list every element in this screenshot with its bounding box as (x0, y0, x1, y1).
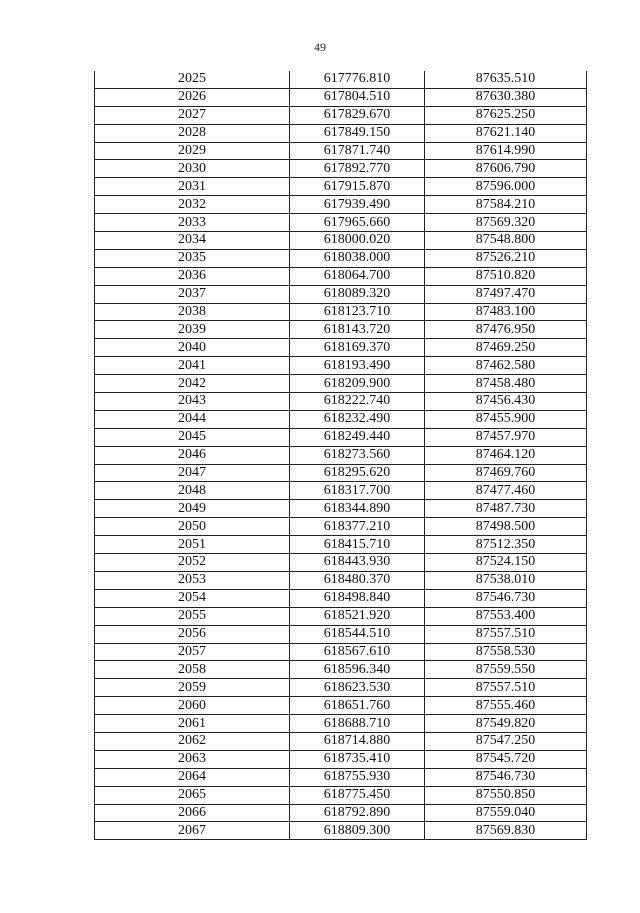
point-number-cell: 2060 (95, 697, 290, 715)
y-coordinate-cell: 87510.820 (425, 267, 587, 285)
y-coordinate-cell: 87547.250 (425, 732, 587, 750)
point-number-cell: 2039 (95, 321, 290, 339)
table-row (95, 160, 587, 178)
table-row (95, 410, 587, 428)
x-coordinate-cell: 617776.810 (290, 71, 425, 88)
point-number-cell: 2048 (95, 482, 290, 500)
table-body (95, 71, 587, 840)
table-row (95, 88, 587, 106)
y-coordinate-cell: 87548.800 (425, 232, 587, 250)
x-coordinate-cell: 618498.840 (290, 589, 425, 607)
point-number-cell: 2057 (95, 643, 290, 661)
table-row (95, 303, 587, 321)
table-row (95, 768, 587, 786)
x-coordinate-cell: 618735.410 (290, 750, 425, 768)
table-row (95, 589, 587, 607)
x-coordinate-cell: 617892.770 (290, 160, 425, 178)
x-coordinate-cell: 618651.760 (290, 697, 425, 715)
y-coordinate-cell: 87469.760 (425, 464, 587, 482)
table-row (95, 625, 587, 643)
x-coordinate-cell: 618273.560 (290, 446, 425, 464)
point-number-cell: 2040 (95, 339, 290, 357)
point-number-cell: 2053 (95, 571, 290, 589)
point-number-cell: 2027 (95, 106, 290, 124)
point-number-cell: 2044 (95, 410, 290, 428)
table-row (95, 786, 587, 804)
table-row (95, 124, 587, 142)
point-number-cell: 2050 (95, 518, 290, 536)
x-coordinate-cell: 617939.490 (290, 196, 425, 214)
point-number-cell: 2046 (95, 446, 290, 464)
point-number-cell: 2045 (95, 428, 290, 446)
point-number-cell: 2066 (95, 804, 290, 822)
point-number-cell: 2055 (95, 607, 290, 625)
y-coordinate-cell: 87549.820 (425, 715, 587, 733)
y-coordinate-cell: 87614.990 (425, 142, 587, 160)
table-row (95, 285, 587, 303)
y-coordinate-cell: 87559.550 (425, 661, 587, 679)
table-row (95, 732, 587, 750)
point-number-cell: 2030 (95, 160, 290, 178)
table-row (95, 71, 587, 88)
y-coordinate-cell: 87469.250 (425, 339, 587, 357)
point-number-cell: 2034 (95, 232, 290, 250)
point-number-cell: 2047 (95, 464, 290, 482)
point-number-cell: 2059 (95, 679, 290, 697)
x-coordinate-cell: 618755.930 (290, 768, 425, 786)
x-coordinate-cell: 618809.300 (290, 822, 425, 840)
table-row (95, 196, 587, 214)
y-coordinate-cell: 87497.470 (425, 285, 587, 303)
x-coordinate-cell: 618295.620 (290, 464, 425, 482)
table-row (95, 428, 587, 446)
x-coordinate-cell: 618792.890 (290, 804, 425, 822)
x-coordinate-cell: 618544.510 (290, 625, 425, 643)
point-number-cell: 2032 (95, 196, 290, 214)
y-coordinate-cell: 87457.970 (425, 428, 587, 446)
point-number-cell: 2063 (95, 750, 290, 768)
y-coordinate-cell: 87559.040 (425, 804, 587, 822)
y-coordinate-cell: 87545.720 (425, 750, 587, 768)
x-coordinate-cell: 618123.710 (290, 303, 425, 321)
x-coordinate-cell: 618089.320 (290, 285, 425, 303)
point-number-cell: 2052 (95, 554, 290, 572)
x-coordinate-cell: 618775.450 (290, 786, 425, 804)
y-coordinate-cell: 87557.510 (425, 625, 587, 643)
x-coordinate-cell: 618567.610 (290, 643, 425, 661)
x-coordinate-cell: 618377.210 (290, 518, 425, 536)
x-coordinate-cell: 618344.890 (290, 500, 425, 518)
point-number-cell: 2028 (95, 124, 290, 142)
point-number-cell: 2058 (95, 661, 290, 679)
point-number-cell: 2037 (95, 285, 290, 303)
y-coordinate-cell: 87569.320 (425, 214, 587, 232)
point-number-cell: 2054 (95, 589, 290, 607)
y-coordinate-cell: 87458.480 (425, 375, 587, 393)
table-row (95, 339, 587, 357)
table-row (95, 232, 587, 250)
y-coordinate-cell: 87555.460 (425, 697, 587, 715)
y-coordinate-cell: 87487.730 (425, 500, 587, 518)
x-coordinate-cell: 618000.020 (290, 232, 425, 250)
table-row (95, 393, 587, 411)
table-row (95, 571, 587, 589)
x-coordinate-cell: 618443.930 (290, 554, 425, 572)
x-coordinate-cell: 618623.530 (290, 679, 425, 697)
x-coordinate-cell: 617915.870 (290, 178, 425, 196)
x-coordinate-cell: 618688.710 (290, 715, 425, 733)
point-number-cell: 2031 (95, 178, 290, 196)
point-number-cell: 2025 (95, 71, 290, 88)
y-coordinate-cell: 87635.510 (425, 71, 587, 88)
coordinate-table (94, 71, 587, 840)
table-row (95, 464, 587, 482)
table-row (95, 607, 587, 625)
point-number-cell: 2043 (95, 393, 290, 411)
x-coordinate-cell: 618193.490 (290, 357, 425, 375)
table-row (95, 554, 587, 572)
point-number-cell: 2042 (95, 375, 290, 393)
point-number-cell: 2067 (95, 822, 290, 840)
point-number-cell: 2036 (95, 267, 290, 285)
x-coordinate-cell: 618249.440 (290, 428, 425, 446)
x-coordinate-cell: 618209.900 (290, 375, 425, 393)
y-coordinate-cell: 87557.510 (425, 679, 587, 697)
x-coordinate-cell: 617849.150 (290, 124, 425, 142)
point-number-cell: 2064 (95, 768, 290, 786)
table-row (95, 750, 587, 768)
y-coordinate-cell: 87477.460 (425, 482, 587, 500)
y-coordinate-cell: 87455.900 (425, 410, 587, 428)
table-row (95, 267, 587, 285)
point-number-cell: 2049 (95, 500, 290, 518)
point-number-cell: 2026 (95, 88, 290, 106)
x-coordinate-cell: 617829.670 (290, 106, 425, 124)
y-coordinate-cell: 87621.140 (425, 124, 587, 142)
y-coordinate-cell: 87546.730 (425, 589, 587, 607)
x-coordinate-cell: 618038.000 (290, 249, 425, 267)
y-coordinate-cell: 87625.250 (425, 106, 587, 124)
y-coordinate-cell: 87630.380 (425, 88, 587, 106)
table-row (95, 482, 587, 500)
y-coordinate-cell: 87524.150 (425, 554, 587, 572)
y-coordinate-cell: 87596.000 (425, 178, 587, 196)
table-row (95, 661, 587, 679)
x-coordinate-cell: 618232.490 (290, 410, 425, 428)
y-coordinate-cell: 87550.850 (425, 786, 587, 804)
x-coordinate-cell: 618596.340 (290, 661, 425, 679)
table-row (95, 697, 587, 715)
table-row (95, 804, 587, 822)
y-coordinate-cell: 87476.950 (425, 321, 587, 339)
page-number: 49 (314, 40, 326, 54)
point-number-cell: 2065 (95, 786, 290, 804)
point-number-cell: 2041 (95, 357, 290, 375)
y-coordinate-cell: 87512.350 (425, 536, 587, 554)
x-coordinate-cell: 618480.370 (290, 571, 425, 589)
y-coordinate-cell: 87569.830 (425, 822, 587, 840)
y-coordinate-cell: 87483.100 (425, 303, 587, 321)
x-coordinate-cell: 618169.370 (290, 339, 425, 357)
y-coordinate-cell: 87546.730 (425, 768, 587, 786)
table-row (95, 500, 587, 518)
y-coordinate-cell: 87462.580 (425, 357, 587, 375)
point-number-cell: 2029 (95, 142, 290, 160)
y-coordinate-cell: 87456.430 (425, 393, 587, 411)
table-row (95, 178, 587, 196)
x-coordinate-cell: 618064.700 (290, 267, 425, 285)
table-row (95, 321, 587, 339)
point-number-cell: 2056 (95, 625, 290, 643)
table-row (95, 536, 587, 554)
point-number-cell: 2061 (95, 715, 290, 733)
x-coordinate-cell: 618222.740 (290, 393, 425, 411)
table-row (95, 822, 587, 840)
x-coordinate-cell: 618714.880 (290, 732, 425, 750)
y-coordinate-cell: 87553.400 (425, 607, 587, 625)
y-coordinate-cell: 87538.010 (425, 571, 587, 589)
table-row (95, 357, 587, 375)
point-number-cell: 2038 (95, 303, 290, 321)
x-coordinate-cell: 617965.660 (290, 214, 425, 232)
x-coordinate-cell: 617804.510 (290, 88, 425, 106)
table-row (95, 375, 587, 393)
y-coordinate-cell: 87498.500 (425, 518, 587, 536)
y-coordinate-cell: 87464.120 (425, 446, 587, 464)
y-coordinate-cell: 87606.790 (425, 160, 587, 178)
y-coordinate-cell: 87584.210 (425, 196, 587, 214)
table-row (95, 715, 587, 733)
x-coordinate-cell: 617871.740 (290, 142, 425, 160)
point-number-cell: 2035 (95, 249, 290, 267)
table-row (95, 643, 587, 661)
table-row (95, 446, 587, 464)
x-coordinate-cell: 618143.720 (290, 321, 425, 339)
point-number-cell: 2062 (95, 732, 290, 750)
y-coordinate-cell: 87526.210 (425, 249, 587, 267)
point-number-cell: 2051 (95, 536, 290, 554)
y-coordinate-cell: 87558.530 (425, 643, 587, 661)
table-row (95, 106, 587, 124)
x-coordinate-cell: 618521.920 (290, 607, 425, 625)
table-row (95, 518, 587, 536)
x-coordinate-cell: 618317.700 (290, 482, 425, 500)
table-row (95, 214, 587, 232)
table-row (95, 679, 587, 697)
point-number-cell: 2033 (95, 214, 290, 232)
x-coordinate-cell: 618415.710 (290, 536, 425, 554)
table-row (95, 142, 587, 160)
table-row (95, 249, 587, 267)
